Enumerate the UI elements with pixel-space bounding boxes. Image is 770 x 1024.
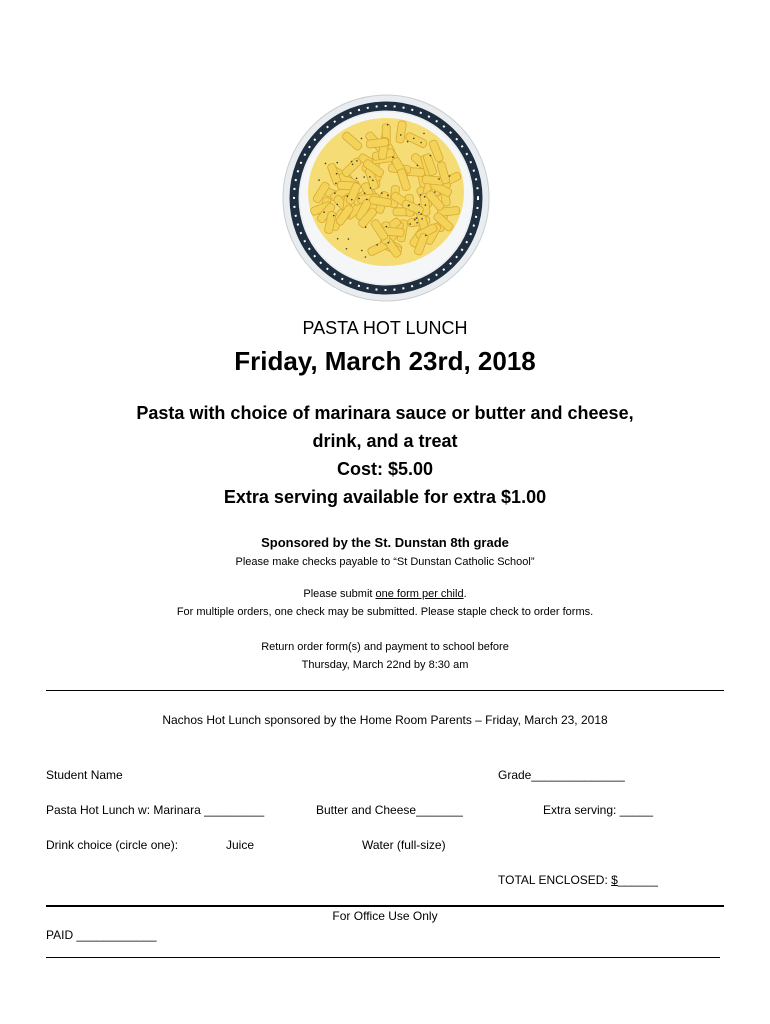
pasta-plate-image — [280, 92, 492, 304]
butter-cheese-field: Butter and Cheese_______ — [316, 803, 463, 817]
student-name-label: Student Name — [46, 768, 123, 782]
cost-line: Cost: $5.00 — [336, 459, 434, 479]
return-line-1: Return order form(s) and payment to school before — [261, 641, 509, 653]
drink-option-juice: Juice — [226, 838, 255, 852]
marinara-field: Pasta Hot Lunch w: Marinara _________ — [46, 803, 265, 817]
event-date: Friday, March 23rd, 2018 — [234, 346, 536, 376]
paid-field: PAID ____________ — [46, 928, 157, 942]
divider — [46, 690, 724, 691]
form-heading: Nachos Hot Lunch sponsored by the Home Room Parents – Friday, March 23, 2018 — [162, 713, 608, 727]
checks-payable-line: Please make checks payable to “St Dunstan Catholic School” — [235, 556, 535, 568]
multiple-orders-line: For multiple orders, one check may be submitted. Please staple check to order forms. — [176, 606, 594, 618]
total-enclosed-field: TOTAL ENCLOSED: $______ — [498, 873, 658, 887]
extra-serving-line: Extra serving available for extra $1.00 — [223, 487, 547, 507]
drink-choice-label: Drink choice (circle one): — [46, 838, 179, 852]
submit-emphasis: one form per child — [375, 588, 464, 600]
return-line-2: Thursday, March 22nd by 8:30 am — [301, 659, 469, 671]
menu-line-1: Pasta with choice of marinara sauce or butter and cheese, — [136, 403, 634, 423]
bottom-line — [46, 957, 720, 958]
drink-option-water: Water (full-size) — [362, 838, 446, 852]
extra-serving-field: Extra serving: _____ — [543, 803, 654, 817]
menu-line-2: drink, and a treat — [312, 431, 458, 451]
page-title: PASTA HOT LUNCH — [302, 318, 468, 338]
office-divider — [46, 905, 724, 907]
grade-field: Grade______________ — [498, 768, 625, 782]
office-use-label: For Office Use Only — [332, 909, 438, 923]
sponsor-line: Sponsored by the St. Dunstan 8th grade — [261, 535, 509, 550]
submit-line: Please submit one form per child. — [303, 588, 467, 600]
